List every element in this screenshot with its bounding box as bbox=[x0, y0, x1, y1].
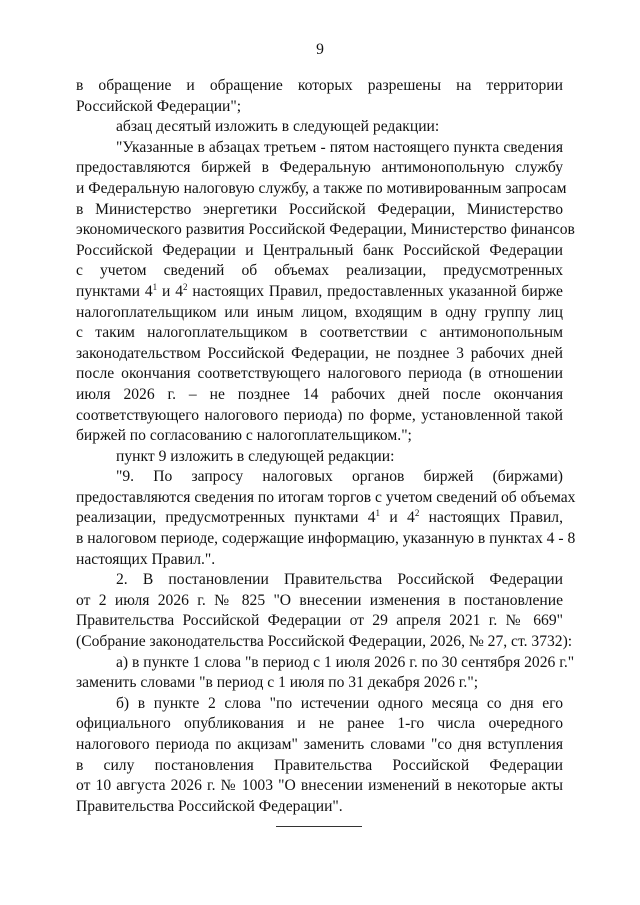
text-line: официального опубликования и не ранее 1-го числа очередного bbox=[76, 715, 563, 733]
document-body bbox=[76, 76, 576, 817]
text-line: после окончания соответствующего налогового периода (в отношении bbox=[76, 365, 563, 383]
text-line: в силу постановления Правительства Российской Федерации bbox=[76, 756, 563, 774]
text-line: "9. По запросу налоговых органов биржей (биржами) bbox=[116, 468, 563, 486]
text-line: абзац десятый изложить в следующей редакции: bbox=[116, 118, 440, 136]
text-line: 2. В постановлении Правительства Российской Федерации bbox=[116, 571, 563, 589]
text-line: пунктами $4^1$ и $4^2$ настоящих Правил, предоставленных указанной бирже bbox=[76, 281, 563, 300]
text-line: с учетом сведений об объемах реализации, предусмотренных bbox=[76, 262, 563, 280]
text-line: заменить словами "в период с 1 июля по 31 декабря 2026 г."; bbox=[76, 674, 479, 692]
text-line: реализации, предусмотренных пунктами $4^1$ и $4^2$ настоящих Правил, bbox=[76, 508, 563, 527]
text-line: "Указанные в абзацах третьем - пятом настоящего пункта сведения bbox=[116, 138, 563, 156]
text-line: Российской Федерации"; bbox=[76, 97, 242, 115]
text-line: экономического развития Российской Федерации, Министерство финансов bbox=[76, 221, 575, 239]
text-line: пункт 9 изложить в следующей редакции: bbox=[116, 447, 395, 465]
text-line: и Федеральную налоговую службу, а также по мотивированным запросам bbox=[76, 179, 567, 197]
text-line: Российской Федерации и Центральный банк Российской Федерации bbox=[76, 241, 563, 259]
page-number: 9 bbox=[316, 41, 324, 58]
text-line: в Министерство энергетики Российской Федерации, Министерство bbox=[76, 200, 563, 218]
text-line: предоставляются биржей в Федеральную антимонопольную службу bbox=[76, 159, 563, 177]
text-line: законодательством Российской Федерации, не позднее 3 рабочих дней bbox=[76, 344, 563, 362]
text-line: (Собрание законодательства Российской Федерации, 2026, № 27, ст. 3732): bbox=[76, 633, 573, 651]
text-line: июля 2026 г. – не позднее 14 рабочих дней после окончания bbox=[76, 385, 563, 403]
text-line: б) в пункте 2 слова "по истечении одного месяца со дня его bbox=[116, 694, 563, 712]
text-line: биржей по согласованию с налогоплательщиком."; bbox=[76, 427, 412, 445]
footer-separator-line bbox=[276, 826, 362, 827]
text-line: с таким налогоплательщиком в соответствии с антимонопольным bbox=[76, 324, 563, 342]
text-line: настоящих Правил.". bbox=[76, 550, 216, 568]
text-line: в налоговом периоде, содержащие информацию, указанную в пунктах 4 - 8 bbox=[76, 530, 576, 548]
text-line: от 2 июля 2026 г. № 825 "О внесении изменения в постановление bbox=[76, 591, 563, 609]
text-line: соответствующего налогового периода) по форме, установленной такой bbox=[76, 406, 563, 424]
text-line: Правительства Российской Федерации от 29 апреля 2021 г. № 669" bbox=[76, 612, 563, 630]
text-line: Правительства Российской Федерации". bbox=[76, 797, 343, 815]
text-line: а) в пункте 1 слова "в период с 1 июля 2026 г. по 30 сентября 2026 г." bbox=[116, 653, 575, 671]
text-line: налогового периода по акцизам" заменить словами "со дня вступления bbox=[76, 736, 563, 753]
text-line: в обращение и обращение которых разрешены на территории bbox=[76, 77, 563, 94]
text-line: от 10 августа 2026 г. № 1003 "О внесении изменений в некоторые акты bbox=[76, 777, 563, 795]
text-line: предоставляются сведения по итогам торгов с учетом сведений об объемах bbox=[76, 488, 576, 506]
text-line: налогоплательщиком или иным лицом, входящим в одну группу лиц bbox=[76, 303, 563, 321]
